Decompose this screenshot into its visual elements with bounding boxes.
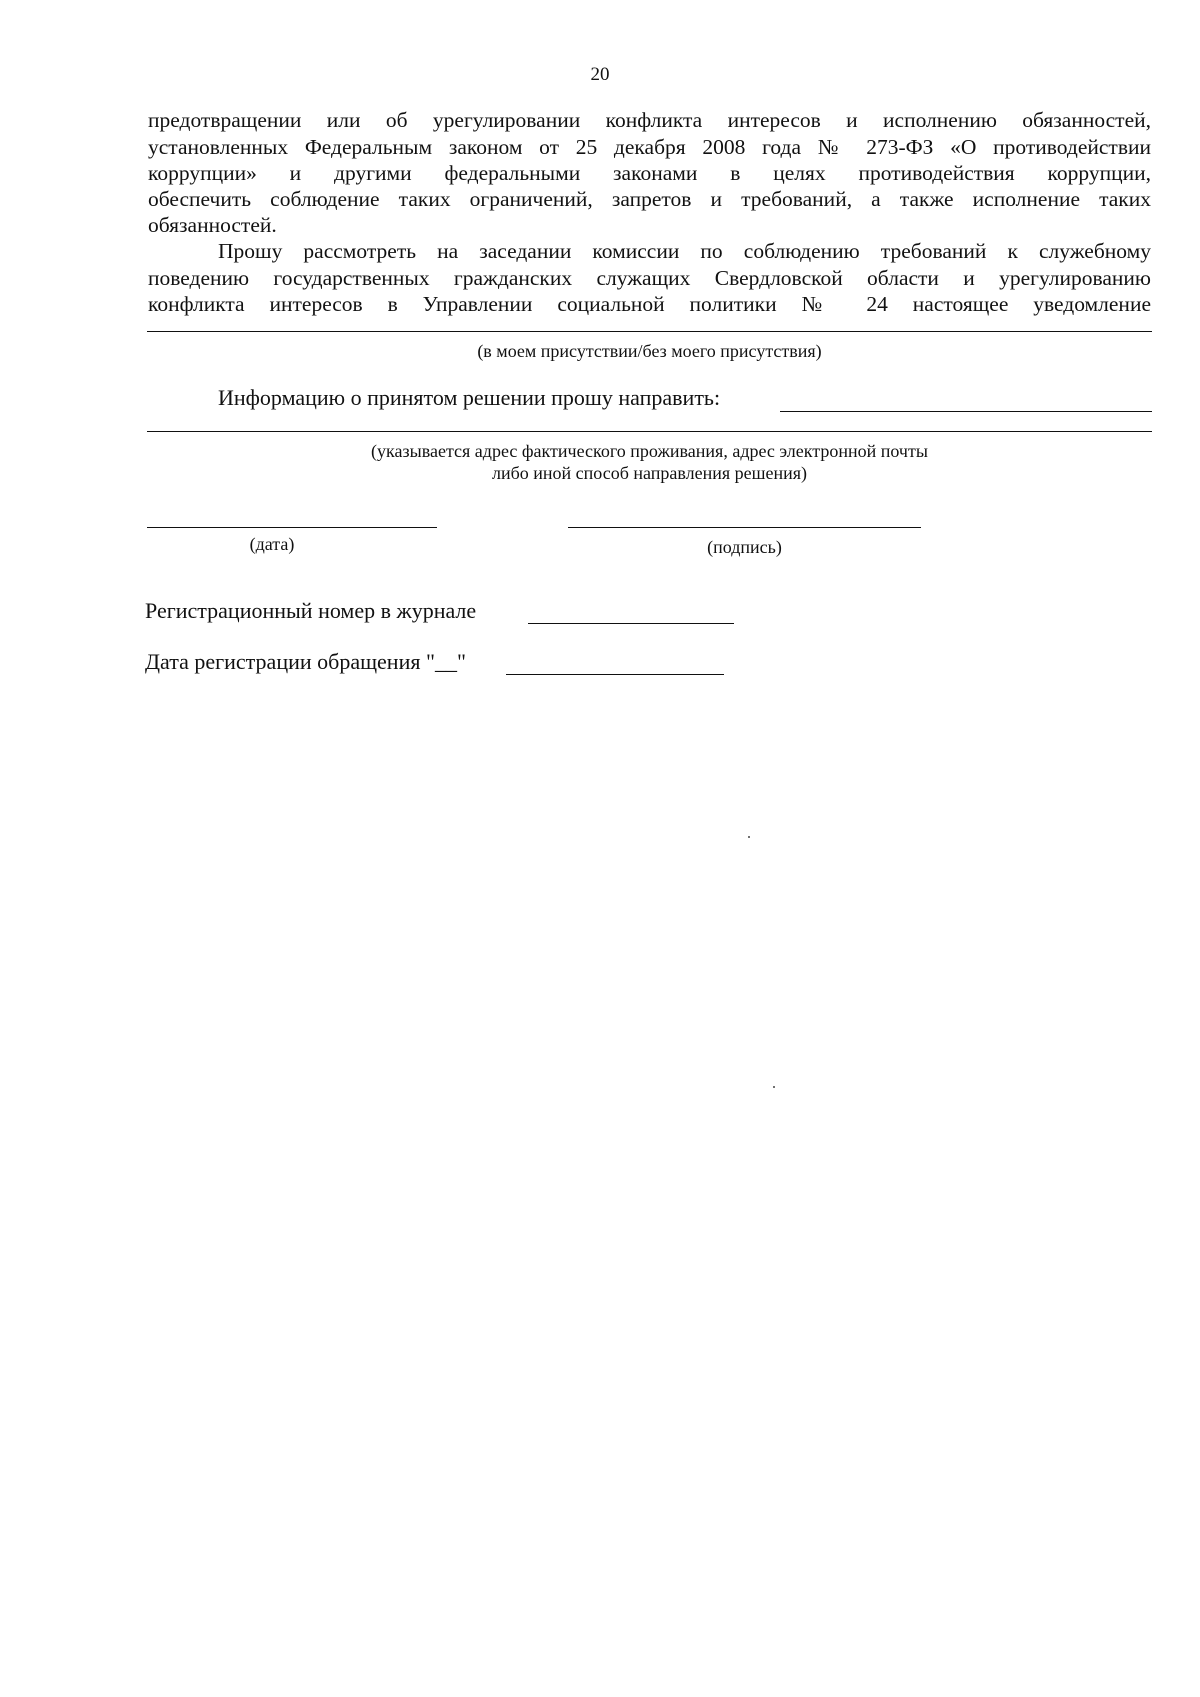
info-request-blank-line[interactable] — [780, 411, 1152, 412]
paragraph-2-line-1: Прошу рассмотреть на заседании комиссии по соблюдению требований к служебному — [218, 239, 1151, 263]
registration-date-label: Дата регистрации обращения "__" — [145, 649, 466, 674]
scan-speck — [748, 836, 750, 838]
paragraph-1-line-5: обязанностей. — [148, 213, 277, 237]
date-blank-line[interactable] — [147, 527, 437, 528]
presence-blank-line[interactable] — [147, 331, 1152, 332]
presence-caption: (в моем присутствии/без моего присутствия) — [477, 341, 822, 361]
paragraph-1-line-4: обеспечить соблюдение таких ограничений, запретов и требований, а также исполнение таких — [148, 187, 1151, 211]
scan-speck — [773, 1086, 775, 1088]
info-request-label: Информацию о принятом решении прошу направить: — [218, 385, 721, 410]
paragraph-2-line-3: конфликта интересов в Управлении социальной политики № 24 настоящее уведомление — [148, 292, 1151, 316]
page-number: 20 — [590, 64, 610, 85]
address-caption-line-2: либо иной способ направления решения) — [491, 463, 808, 483]
date-caption: (дата) — [249, 534, 295, 554]
signature-caption: (подпись) — [707, 537, 782, 557]
paragraph-1-line-3: коррупции» и другими федеральными законами в целях противодействия коррупции, — [148, 161, 1151, 185]
registration-number-label: Регистрационный номер в журнале — [145, 598, 477, 623]
address-caption-line-1: (указывается адрес фактического проживания, адрес электронной почты — [371, 441, 928, 461]
registration-number-blank-line[interactable] — [528, 623, 734, 624]
registration-date-blank-line[interactable] — [506, 674, 724, 675]
paragraph-1-line-1: предотвращении или об урегулировании конфликта интересов и исполнению обязанностей, — [148, 108, 1151, 132]
address-blank-line[interactable] — [147, 431, 1152, 432]
paragraph-2-line-2: поведению государственных гражданских служащих Свердловской области и урегулированию — [148, 266, 1151, 290]
paragraph-1-line-2: установленных Федеральным законом от 25 декабря 2008 года № 273-ФЗ «О противодействии — [148, 135, 1151, 159]
signature-blank-line[interactable] — [568, 527, 921, 528]
